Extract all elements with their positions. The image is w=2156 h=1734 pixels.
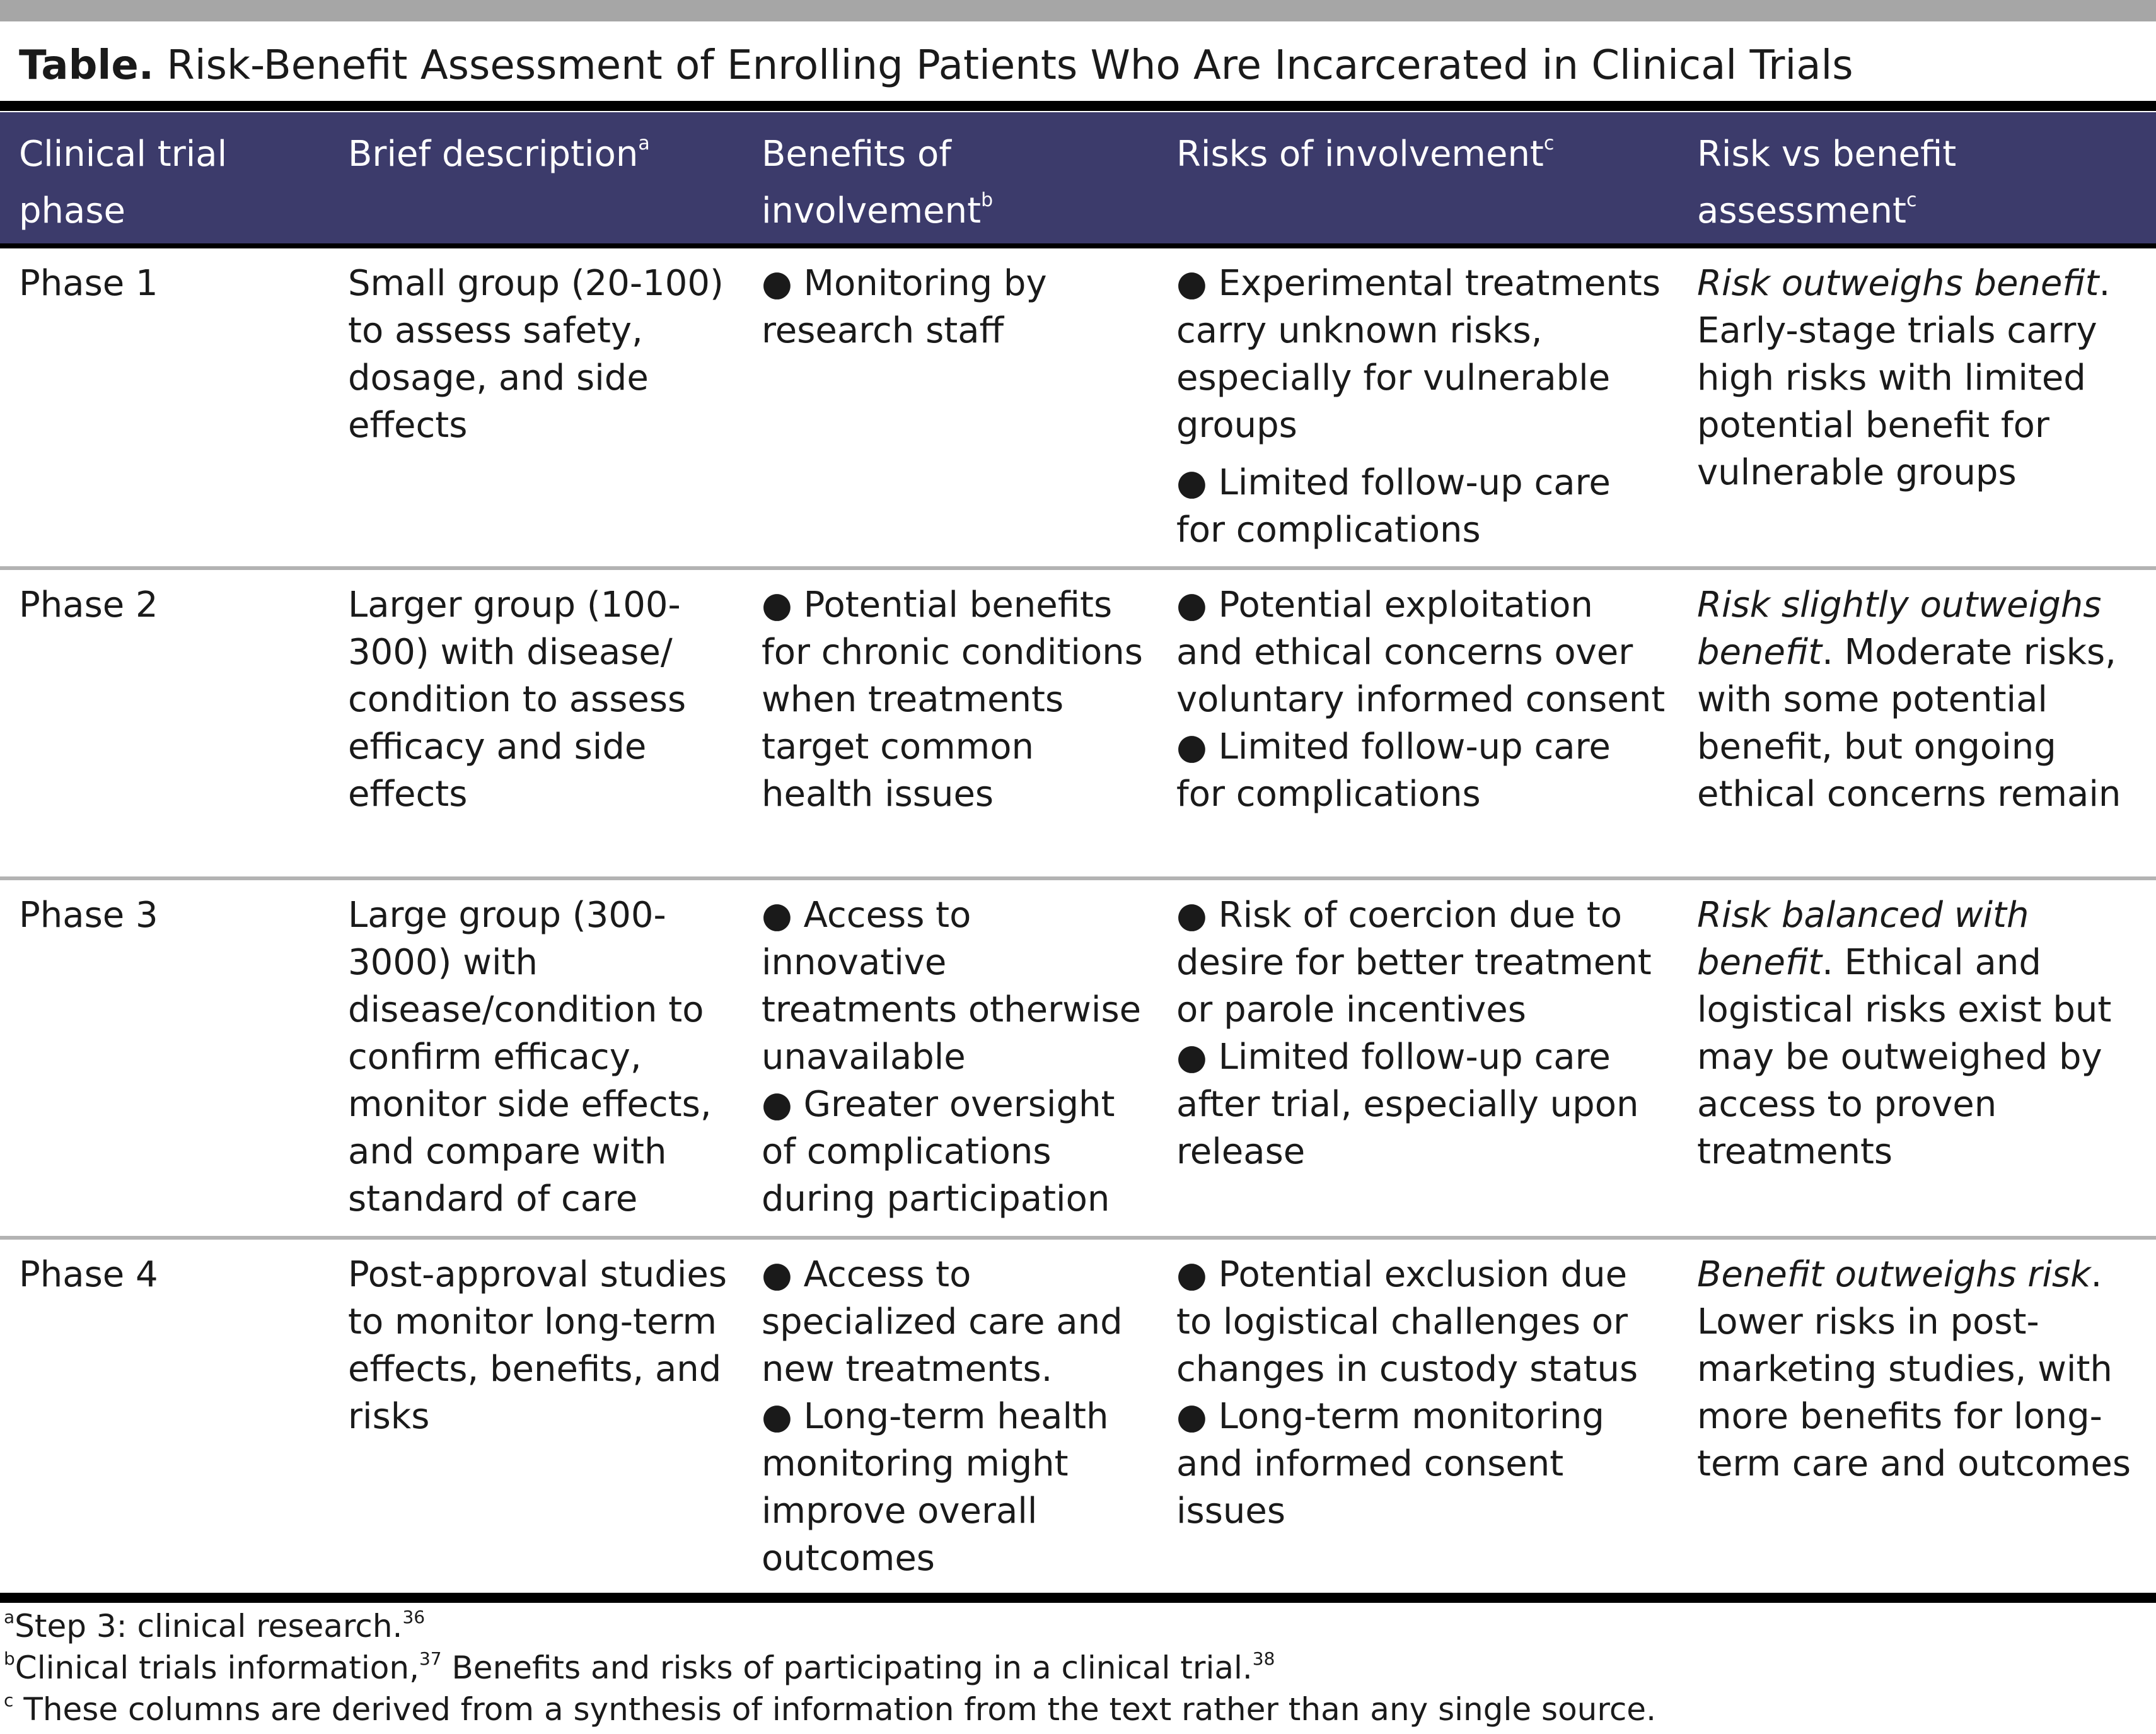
cell-assessment: Risk balanced with benefit. Ethical and logistical risks exist but may be outweighed by access to proven treatments: [1697, 895, 2112, 1172]
cell-description: Small group (20-100) to assess safety, dosage, and side effects: [348, 263, 724, 446]
risk-item: ● Potential exploitation and ethical concerns over voluntary informed consent: [1176, 585, 1666, 720]
benefit-item: ● Access to specialized care and new treatments.: [762, 1254, 1123, 1390]
benefit-item: ● Potential benefits for chronic conditions when treatments target common health issues: [762, 585, 1143, 815]
cell-description: Post-approval studies to monitor long-term effects, benefits, and risks: [348, 1254, 727, 1437]
cell-phase: Phase 2: [19, 585, 158, 626]
benefit-item: ● Greater oversight of complications during participation: [762, 1084, 1115, 1219]
cell-assessment: Benefit outweighs risk. Lower risks in post-marketing studies, with more benefits for long-term care and outcomes: [1697, 1254, 2131, 1484]
cell-benefits: [762, 1251, 1152, 1582]
benefit-item: ● Monitoring by research staff: [762, 263, 1047, 351]
footnote-a: $^a$Step 3: clinical research.$^{36}$: [4, 1607, 426, 1644]
table-row: [0, 248, 2156, 567]
cell-risks: [1176, 260, 1668, 554]
benefit-item: ● Access to innovative treatments otherwise unavailable: [762, 895, 1142, 1078]
cell-risks: [1176, 581, 1668, 818]
footnotes: [0, 1605, 2156, 1730]
top-bar: [0, 0, 2156, 21]
table-bottom-rule: [0, 1593, 2156, 1603]
cell-benefits: [762, 260, 1152, 354]
header-description: Brief description$^a$: [348, 132, 650, 175]
cell-phase: Phase 4: [19, 1254, 158, 1295]
risk-item: ● Limited follow-up care after trial, especially upon release: [1176, 1037, 1639, 1172]
cell-risks: [1176, 892, 1668, 1175]
header-phase: Clinical trial phase: [19, 134, 228, 231]
risk-item: ● Potential exclusion due to logistical challenges or changes in custody status: [1176, 1254, 1638, 1390]
cell-description: Larger group (100-300) with disease/ condition to assess efficacy and side effects: [348, 585, 687, 815]
header-rule: [0, 243, 2156, 248]
benefit-item: ● Long-term health monitoring might improve overall outcomes: [762, 1396, 1109, 1579]
risk-item: ● Long-term monitoring and informed consent issues: [1176, 1396, 1604, 1532]
cell-phase: Phase 3: [19, 895, 158, 936]
risk-item: ● Risk of coercion due to desire for better treatment or parole incentives: [1176, 895, 1652, 1030]
cell-benefits: [762, 892, 1152, 1223]
table-title-text: Risk-Benefit Assessment of Enrolling Patients Who Are Incarcerated in Clinical Trials: [166, 42, 1853, 89]
cell-description: Large group (300-3000) with disease/condition to confirm efficacy, monitor side effects, and compare with standard of care: [348, 895, 712, 1219]
risk-item: ● Experimental treatments carry unknown risks, especially for vulnerable groups: [1176, 263, 1661, 446]
risk-item: ● Limited follow-up care for complications: [1176, 726, 1611, 815]
footnote-b: $^b$Clinical trials information,$^{37}$ Benefits and risks of participating in a clinical trial.$^{38}$: [4, 1648, 1275, 1686]
cell-benefits: [762, 581, 1152, 818]
footnote-c: $^c$ These columns are derived from a synthesis of information from the text rather than any single source.: [4, 1690, 1656, 1728]
table-title-label: Table.: [19, 42, 154, 89]
title-rule: [0, 101, 2156, 111]
header-benefits: Benefits of involvement$^b$: [762, 134, 994, 231]
table-header: [0, 112, 2156, 243]
cell-assessment: Risk outweighs benefit. Early-stage trials carry high risks with limited potential benefit for vulnerable groups: [1697, 263, 2111, 493]
cell-assessment: Risk slightly outweighs benefit. Moderate risks, with some potential benefit, but ongoing ethical concerns remain: [1697, 585, 2121, 815]
table-row: [0, 1240, 2156, 1590]
cell-risks: [1176, 1251, 1668, 1535]
table-row: [0, 880, 2156, 1237]
table-row: [0, 570, 2156, 878]
risk-item: ● Limited follow-up care for complications: [1176, 462, 1611, 550]
cell-phase: Phase 1: [19, 263, 158, 304]
header-risks: Risks of involvement$^c$: [1176, 132, 1555, 175]
table-title: [19, 34, 2137, 97]
header-assessment: Risk vs benefit assessment$^c$: [1697, 134, 1957, 231]
